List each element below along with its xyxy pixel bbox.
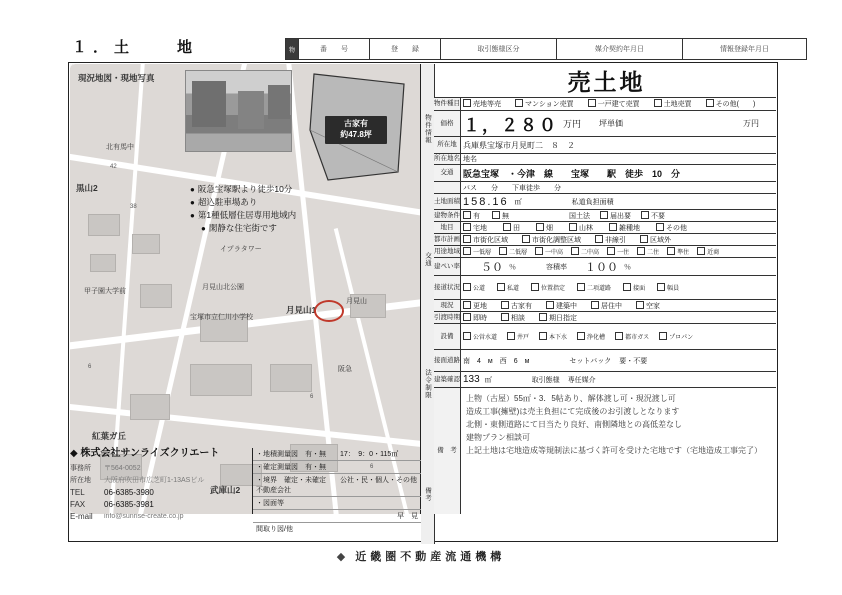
band-transport: 交通 [421,194,435,324]
price-value: １，２８０ [463,116,558,135]
company-fax-label: FAX [70,500,86,509]
far-value: １００ [585,261,618,274]
map-block [132,234,160,254]
map-block [90,254,116,272]
header-cell-mark: 物 [286,39,299,59]
plot-diagram [298,68,416,188]
row-label-property-type: 物件種目 [434,98,461,110]
row-label-land-area: 土地面積 [434,194,461,209]
map-block [130,394,170,420]
private-road-label: 私道負担面積 [571,198,614,206]
company-email: info@sunrise-create.co.jp [104,513,184,520]
company-info [70,448,250,521]
frontage-road-value: 南 4 м 西 6 м [463,357,530,365]
row-label-memo: 備 考 [434,388,461,514]
header-cell-registration-date: 情報登録年月日 [720,46,769,53]
row-value-property-type[interactable]: 売地等売 マンション売買 一戸建て売買 土地売買 その他( ) [460,98,776,110]
price-unit: 万円 [563,119,582,129]
listing-table: 物件情報 交通 法令制限 備考 売土地 物件種目 売地等売 マンション売買 一戸建て売買 土地売買 その他( ) 価格 １，２８０ 万円 坪単価 万円 所在地 兵庫県宝塚市月見町二 ８ ２ 所在地名 地名 交通 阪急宝塚 ・今津 線 宝塚 駅 徒歩 10 分 バス 分 下車徒歩 分 土地面積 158.16 ㎡ 私道負担面積 建物条件 有 無 国土法 届出要 不要 地目 宅地 田 畑 山林 雑種地 その他 都市計画 市街化区域 市街化調整区域 非線引 区域外 用途地域 一低層 二低層 一中高 二中高 一住 二住 準住 近商 建ぺい率 ５０ ％ 容積率 １００ ％ 接道状況 公道 私道 位置指定 二項道路 接面 幅員 現況 更地 古家有 建築中 居住中 空家 引渡時期 即時 相談 期日指定 設備 公営水道 井戸 本下水 浄化槽 都市ガス プロパン 接面道路 南 4 м 西 6 м セットバック 要・不要 建築確認 133 ㎡ 取引態様 専任媒介 備 考 上物（古屋）55㎡・3．5帖あり、解体渡し可・現況渡し可 造成工事(擁壁)は売主負担にて完成後のお引渡しとなります 北側・東側道路にて日当たり良好、南側隣地との高低差なし 建物プラン相談可 上記土地は宅地造成等規制法に基づく許可を受けた宅地です（宅地造成工事完了） [421,64,776,514]
company-address: 〒564-0052 大阪府吹田市広芝町1-13ASビル [104,465,205,484]
setback-label: セットバック [569,357,612,365]
listing-title: 売土地 [567,69,646,95]
row-label-delivery: 引渡時期 [434,312,461,323]
remarks-grid [252,448,421,533]
remarks-line: ・地積測量図 有・無 17： 9：0・115㎡ [253,448,421,461]
memo-content [460,388,776,514]
company-email-label: E-mail [70,512,93,521]
row-label-transport: 交通 [434,165,461,181]
band-remarks: 備考 [421,444,435,544]
coverage-value: ５０ [481,261,503,274]
row-label-road-access: 接道状況 [434,276,461,299]
row-label-price: 価格 [434,111,461,136]
band-property-info: 物件情報 [421,64,435,194]
map-block [270,364,312,392]
map-bullet-item: ● 第1種低層住居専用地域内 [190,209,296,222]
plot-badge: 古家有 約47.8坪 [325,116,387,144]
map-place-label: 月見山北公園 [202,284,244,291]
company-tel-label: TEL [70,488,85,497]
land-area-value: 158.16 [463,195,509,208]
map-place-label: 黒山2 [76,183,98,193]
map-place-label: 宝塚市立仁川小学校 [190,314,253,321]
unit-price-label: 坪単価 [599,119,624,128]
map-place-label: 武庫山2 [210,485,241,495]
map-bullets [190,183,296,235]
memo-line: 建物プラン相談可 [466,433,530,442]
unit-price-unit: 万円 [743,119,760,128]
row-label-address-name: 所在地名 [434,155,460,162]
header-cell-number: 番 号 [299,39,370,59]
row-label-land-category: 地目 [434,222,461,233]
transaction-type-value: 専任媒介 [567,376,596,384]
row-value-address-name: 地名 [463,156,477,163]
map-bullet-item: ● 閑静な住宅街です [190,222,296,235]
site-photo [185,70,292,152]
row-label-building-confirm: 建築確認 [434,372,461,387]
company-tel: 06-6385-3980 [104,488,154,497]
diamond-icon: ◆ [336,551,350,563]
memo-line: 上物（古屋）55㎡・3．5帖あり、解体渡し可・現況渡し可 [466,394,676,403]
remarks-line: ・境界 確定・未確定 公社・民・個人・その他不動産会社 [253,474,421,497]
remarks-line: ・確定測量図 有・無 [253,461,421,474]
row-value-address: 兵庫県宝塚市月見町二 ８ ２ [463,140,575,150]
map-place-label: 北有馬中 [106,144,134,151]
map-caption: 現況地図・現地写真 [78,73,155,83]
map-bullet-item: ● 超込駐車場あり [190,196,296,209]
memo-line: 上記土地は宅地造成等規制法に基づく許可を受けた宅地です（宅地造成工事完了） [466,446,762,455]
row-label-coverage: 建ぺい率 [434,258,461,275]
row-label-current-status: 現況 [434,300,461,311]
location-marker-icon [314,300,344,322]
map-block [88,214,120,236]
transaction-type-label: 取引態様 [531,376,560,384]
row-value-transport: 阪急宝塚 ・今津 線 宝塚 駅 徒歩 10 分 [463,168,681,179]
remarks-hayami: 早 見 [253,510,421,523]
header-cell-transaction-type: 取引態様区分 [441,39,557,59]
memo-line: 北側・東側道路にて日当たり良好、南側隣地との高低差なし [466,420,682,429]
row-label-building-condition: 建物条件 [434,210,461,221]
row-label-address: 所在地 [434,137,461,153]
row-value-bus: バス 分 下車徒歩 分 [463,184,561,192]
page-title: １．土 地 [72,39,199,56]
remarks-line: ・図面等 [253,497,421,510]
header-strip [285,38,807,60]
map-bullet-item: ● 阪急宝塚駅より徒歩10分 [190,183,296,196]
map-place-label: 月見山1 [286,305,317,315]
memo-line: 造成工事(擁壁)は売主負担にて完成後のお引渡しとなります [466,407,680,416]
band-restrictions: 法令制限 [421,324,435,444]
row-label-city-planning: 都市計画 [434,234,461,245]
map-block [140,284,172,308]
map-place-label: イプラタワー [220,246,262,253]
row-label-bus [434,182,461,193]
setback-value: 要・不要 [619,357,648,365]
row-label-use-district: 用途地域 [434,246,461,257]
map-place-label: 甲子園大学前 [84,288,126,295]
company-address-label: 事務所 所在地 [70,465,91,484]
header-cell-contract-date: 媒介契約年月日 [557,39,683,59]
company-fax: 06-6385-3981 [104,500,154,509]
map-block [190,364,252,396]
map-place-label: 阪急 [338,366,352,373]
row-label-frontage-road: 接面道路 [434,350,461,371]
land-area-unit: ㎡ [514,198,522,206]
header-cell-register: 登 録 [370,39,441,59]
company-name: ◆ 株式会社サンライズクリエート [70,448,220,459]
map-panel[interactable]: 現況地図・現地写真 黒山2 月見山1 紅葉ガ丘 武庫山2 北有馬中 甲子園大学前 月見山北公園 月見山 宝塚市立仁川小学校 イプラタワー 阪急 42 38 6 6 6 [70,64,421,514]
far-label: 容積率 [546,263,567,271]
row-label-facilities: 設備 [434,324,461,349]
document-footer: ◆ 近畿圏不動産流通機構 [336,551,506,563]
building-confirm-value: 133 [463,374,480,385]
map-place-label: 月見山 [346,298,367,305]
remarks-footer-label: 間取り図/他 [256,526,293,533]
map-place-label: 紅葉ガ丘 [92,431,127,441]
